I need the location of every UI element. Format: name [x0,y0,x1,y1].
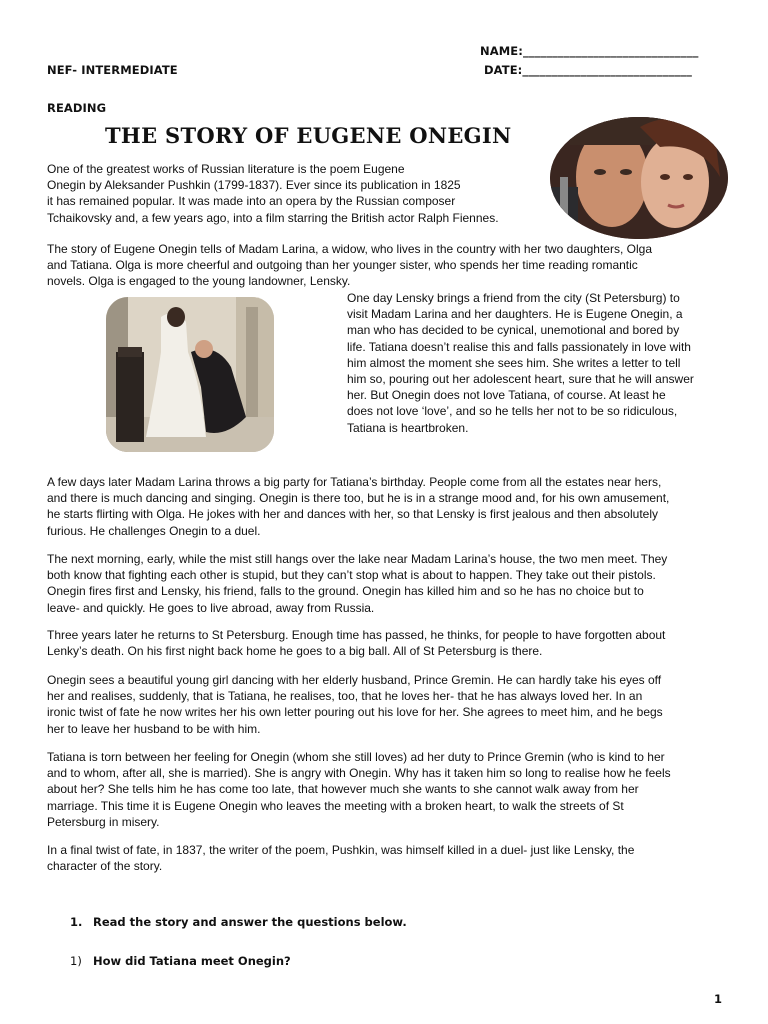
film-still-embrace-image [106,297,274,452]
paragraph-party: A few days later Madam Larina throws a big party for Tatiana’s birthday. People come from all the estates near hers, and there is much dancing and singing. Onegin is there too, but he is in a strange mood and, for his own amusement, he starts flirting with Olga. He jokes with her and dances with her, so that Lensky is first jealous and then absolutely furious. He challenges Onegin to a duel. [47,475,670,538]
page-number: 1 [714,992,723,1006]
page-title: THE STORY OF EUGENE ONEGIN [105,123,512,148]
date-field[interactable] [484,63,692,77]
paragraph-torn: Tatiana is torn between her feeling for Onegin (whom she still loves) ad her duty to Prince Gremin (who is kind to her and to whom, after all, she is married). She is angry with Onegin. Why has it taken him so long to realise how he feels about her? She tells him he has come too late, that however much she wants to she cannot walk away from her marriage. This time it is Eugene Onegin who leaves the meeting with a broken heart, to walk the streets of St Petersburg in misery. [47,750,671,829]
paragraph-story: The story of Eugene Onegin tells of Madam Larina, a widow, who lives in the country with her two daughters, Olga and Tatiana. Olga is more cheerful and outgoing than her younger sister, who spends her time reading romantic novels. Olga is engaged to the young landowner, Lensky. [47,242,652,289]
paragraph-return: Three years later he returns to St Petersburg. Enough time has passed, he thinks, for people to have forgotten about Lenky’s death. On his first night back home he goes to a big ball. All of St Petersburg is there. [47,628,666,659]
name-field[interactable] [480,44,698,58]
paragraph-intro: One of the greatest works of Russian literature is the poem Eugene Onegin by Aleksander Pushkin (1799-1837). Ever since its publication in 1825 it has remained popular. It was made into an opera by the Russian composer Tchaikovsky and, a few years ago, into a film starring the British actor Ralph Fiennes. [47,162,499,225]
name-line: ______________________________ [522,44,699,58]
task-1-text: Read the story and answer the questions below. [93,915,407,929]
question-1 [70,954,291,968]
paragraph-ball: Onegin sees a beautiful young girl dancing with her elderly husband, Prince Gremin. He can hardly take his eyes off her and realises, suddenly, that is Tatiana, he realises, too, that he loves her- that he has always loved her. In an ironic twist of fate he now writes her his own letter pouring out his love for her. She agrees to meet him, and he begs her to leave her husband to be with him. [47,673,663,736]
question-1-number: 1) [70,954,82,968]
level-label: NEF- INTERMEDIATE [47,63,178,77]
paragraph-duel: The next morning, early, while the mist still hangs over the lake near Madam Larina’s house, the two men meet. They both know that fighting each other is stupid, but they can’t stop what is about to happen. They take out their pistols. Onegin fires first and Lensky, his friend, falls to the ground. Onegin has killed him and so he has no choice but to leave- and quickly. He goes to live abroad, away from Russia. [47,552,668,615]
paragraph-final: In a final twist of fate, in 1837, the writer of the poem, Pushkin, was himself killed in a duel- just like Lensky, the character of the story. [47,843,635,874]
task-1 [70,915,407,929]
film-still-portrait-image [550,117,728,239]
date-line: _____________________________ [522,63,693,77]
section-label: READING [47,101,107,115]
name-label: NAME: [480,44,523,58]
question-1-text: How did Tatiana meet Onegin? [93,954,291,968]
paragraph-letter: One day Lensky brings a friend from the city (St Petersburg) to visit Madam Larina and her daughters. He is Eugene Onegin, a man who has decided to be cynical, unemotional and bored by life. Tatiana doesn’t realise this and falls passionately in love with him almost the moment she sees him. She writes a letter to tell him so, pouring out her adolescent heart, sure that he will answer her. But Onegin does not love Tatiana, of course. At least he does not love ‘love’, and so he tells her not to be so ridiculous, Tatiana is heartbroken. [347,291,694,435]
task-1-number: 1. [70,915,83,929]
date-label: DATE: [484,63,523,77]
